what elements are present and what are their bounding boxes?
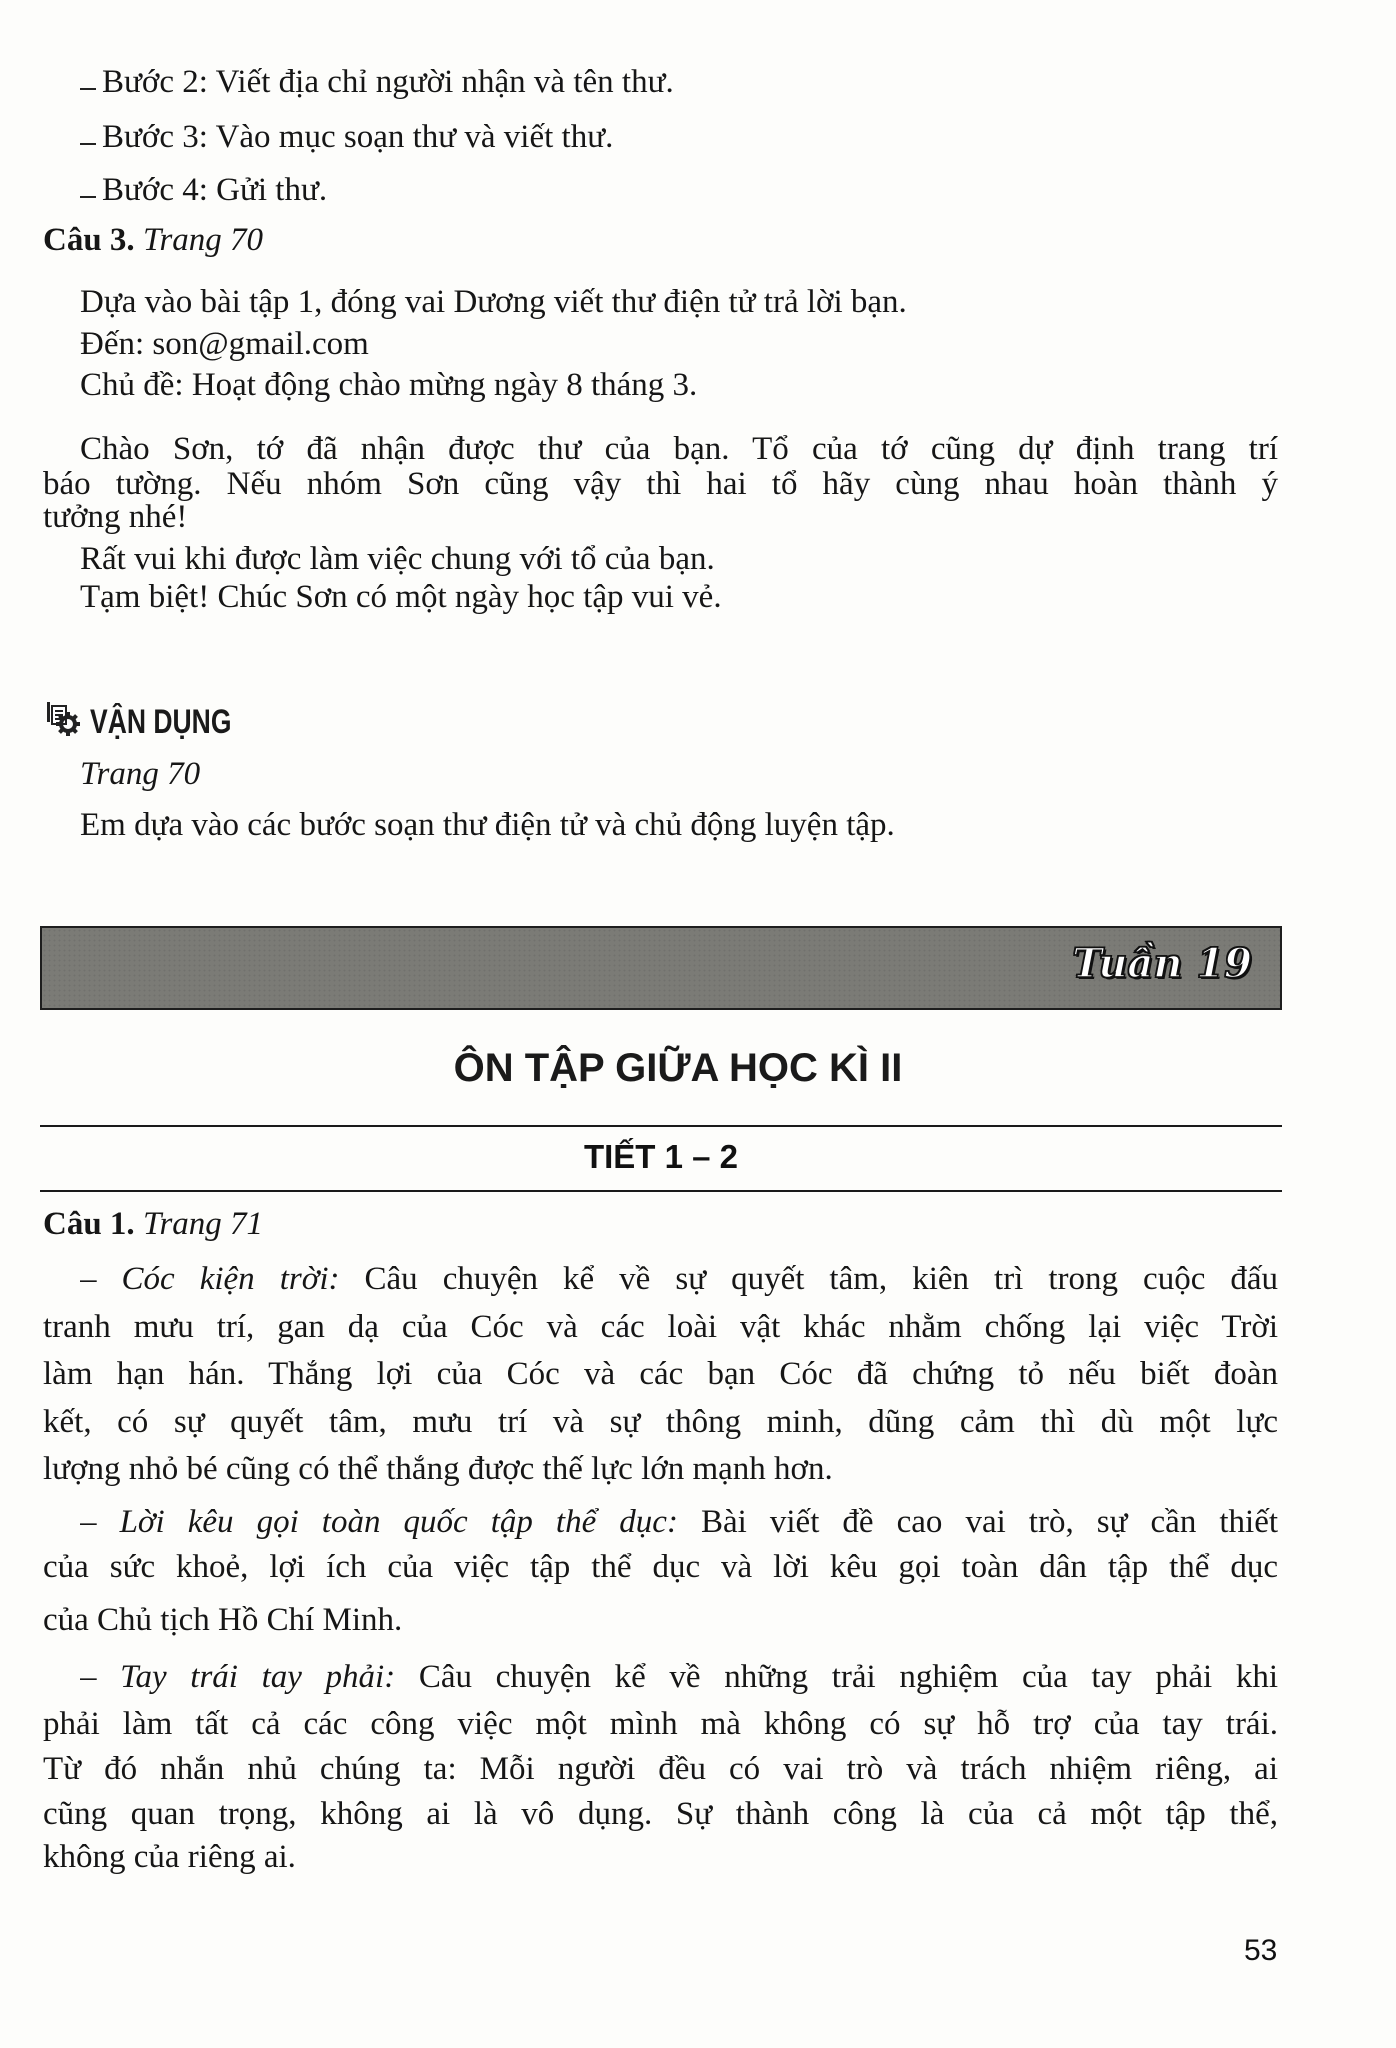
question-label: Câu 1. bbox=[43, 1206, 135, 1242]
question-page-ref: Trang 71 bbox=[142, 1206, 264, 1242]
step-2 bbox=[80, 62, 674, 102]
answer-line: lượng nhỏ bé cũng có thể thắng được thế lực lớn mạnh hơn. bbox=[43, 1451, 833, 1487]
q3-intro: Dựa vào bài tập 1, đóng vai Dương viết thư điện tử trả lời bạn. bbox=[80, 284, 907, 320]
answer-line: của sức khoẻ, lợi ích của việc tập thể dục và lời kêu gọi toàn dân tập thể dục bbox=[43, 1549, 1278, 1585]
answer-line: tranh mưu trí, gan dạ của Cóc và các loài vật khác nhằm chống lại việc Trời bbox=[43, 1309, 1278, 1345]
answer-item-first-line bbox=[80, 1259, 1278, 1299]
answer-item-first-line bbox=[80, 1502, 1278, 1542]
answer-line: phải làm tất cả các công việc một mình mà không có sự hỗ trợ của tay trái. bbox=[43, 1706, 1278, 1742]
answer-line: không của riêng ai. bbox=[43, 1839, 296, 1875]
email-body-line: báo tường. Nếu nhóm Sơn cũng vậy thì hai tổ hãy cùng nhau hoàn thành ý bbox=[43, 466, 1278, 502]
answer-item-title: Tay trái tay phải: bbox=[120, 1659, 396, 1695]
dash-bullet bbox=[80, 143, 96, 145]
answer-item-first-line bbox=[80, 1657, 1278, 1697]
divider-bottom bbox=[40, 1190, 1282, 1192]
step-4 bbox=[80, 170, 327, 210]
answer-line: kết, có sự quyết tâm, mưu trí và sự thông minh, dũng cảm thì dù một lực bbox=[43, 1404, 1278, 1440]
lesson-subtitle: TIẾT 1 – 2 bbox=[583, 1138, 739, 1175]
step-text: Bước 4: Gửi thư. bbox=[102, 172, 328, 208]
question-3-heading bbox=[43, 220, 263, 260]
answer-line: làm hạn hán. Thắng lợi của Cóc và các bạn Cóc đã chứng tỏ nếu biết đoàn bbox=[43, 1356, 1278, 1392]
email-body-line: Chào Sơn, tớ đã nhận được thư của bạn. Tổ của tớ cũng dự định trang trí bbox=[80, 431, 1278, 467]
week-banner bbox=[40, 926, 1282, 1010]
page-number: 53 bbox=[1244, 1934, 1278, 1967]
answer-item-title: Cóc kiện trời: bbox=[121, 1261, 340, 1297]
email-closing-bye: Tạm biệt! Chúc Sơn có một ngày học tập vui vẻ. bbox=[80, 579, 722, 615]
answer-dash: – bbox=[80, 1261, 122, 1297]
email-to: Đến: son@gmail.com bbox=[80, 326, 369, 362]
dash-bullet bbox=[80, 196, 96, 198]
question-page-ref: Trang 70 bbox=[142, 222, 264, 258]
dash-bullet bbox=[80, 88, 96, 90]
step-3 bbox=[80, 117, 613, 157]
answer-line: của Chủ tịch Hồ Chí Minh. bbox=[43, 1602, 403, 1638]
question-label: Câu 3. bbox=[43, 222, 135, 258]
document-gear-icon bbox=[44, 700, 82, 745]
email-closing-work: Rất vui khi được làm việc chung với tổ của bạn. bbox=[80, 541, 715, 577]
question-1-heading bbox=[43, 1204, 263, 1244]
answer-dash: – bbox=[80, 1504, 120, 1540]
answer-item-text: Câu chuyện kể về những trải nghiệm của tay phải khi bbox=[418, 1659, 1278, 1695]
answer-dash: – bbox=[80, 1659, 121, 1695]
step-text: Bước 3: Vào mục soạn thư và viết thư. bbox=[102, 119, 614, 155]
apply-page-ref: Trang 70 bbox=[80, 756, 201, 792]
email-subject: Chủ đề: Hoạt động chào mừng ngày 8 tháng 3. bbox=[80, 367, 698, 403]
apply-heading-label: VẬN DỤNG bbox=[90, 702, 232, 741]
lesson-title-text: ÔN TẬP GIỮA HỌC KÌ II bbox=[453, 1046, 903, 1090]
lesson-title bbox=[0, 1046, 1396, 1091]
divider-top bbox=[40, 1125, 1282, 1127]
answer-item-text: Câu chuyện kể về sự quyết tâm, kiên trì trong cuộc đấu bbox=[364, 1261, 1278, 1297]
apply-section-heading bbox=[44, 700, 271, 744]
step-text: Bước 2: Viết địa chỉ người nhận và tên thư. bbox=[102, 64, 674, 100]
apply-text: Em dựa vào các bước soạn thư điện tử và chủ động luyện tập. bbox=[80, 807, 895, 843]
answer-line: cũng quan trọng, không ai là vô dụng. Sự thành công là của cả một tập thể, bbox=[43, 1796, 1278, 1832]
week-label: Tuần 19 bbox=[1072, 940, 1252, 987]
answer-item-text: Bài viết đề cao vai trò, sự cần thiết bbox=[701, 1504, 1278, 1540]
answer-line: Từ đó nhắn nhủ chúng ta: Mỗi người đều có vai trò và trách nhiệm riêng, ai bbox=[43, 1751, 1278, 1787]
email-body-line: tưởng nhé! bbox=[43, 499, 188, 535]
answer-item-title: Lời kêu gọi toàn quốc tập thể dục: bbox=[119, 1504, 678, 1540]
